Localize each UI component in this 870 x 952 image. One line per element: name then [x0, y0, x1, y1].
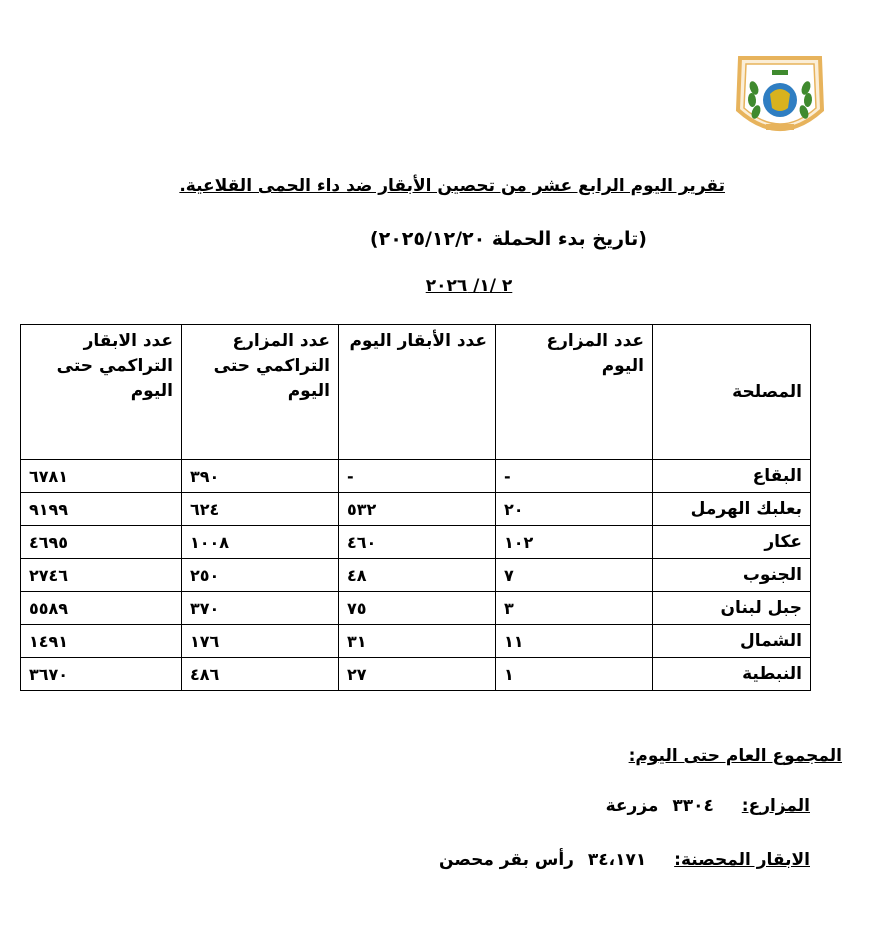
- ministry-emblem-icon: [730, 50, 830, 148]
- department-header: المصلحة: [653, 325, 811, 460]
- cattle-today-cell: ٤٦٠: [339, 526, 496, 559]
- table-row: [21, 559, 811, 592]
- table-row: [21, 625, 811, 658]
- report-title: تقرير اليوم الرابع عشر من تحصين الأبقار ضد داء الحمى القلاعية.: [179, 176, 725, 196]
- farms-cumulative-cell: ٦٢٤: [182, 493, 339, 526]
- total-cattle-label: الابقار المحصنة:: [674, 850, 810, 870]
- department-cell: النبطية: [653, 658, 811, 691]
- cattle-cumulative-header: عدد الابقار التراكمي حتى اليوم: [21, 325, 182, 460]
- table-header-row: [21, 325, 811, 460]
- farms-today-cell: ١١: [496, 625, 653, 658]
- cattle-today-cell: ٢٧: [339, 658, 496, 691]
- cattle-today-cell: ٣١: [339, 625, 496, 658]
- department-cell: البقاع: [653, 460, 811, 493]
- farms-cumulative-cell: ٤٨٦: [182, 658, 339, 691]
- farms-cumulative-cell: ١٧٦: [182, 625, 339, 658]
- farms-cumulative-cell: ١٠٠٨: [182, 526, 339, 559]
- total-cattle-line: [439, 850, 810, 870]
- cattle-cumulative-cell: ٢٧٤٦: [21, 559, 182, 592]
- farms-cumulative-cell: ٣٧٠: [182, 592, 339, 625]
- farms-today-cell: ٢٠: [496, 493, 653, 526]
- total-cattle-value: ٣٤،١٧١: [587, 850, 647, 870]
- cattle-cumulative-cell: ٩١٩٩: [21, 493, 182, 526]
- department-cell: بعلبك الهرمل: [653, 493, 811, 526]
- cattle-today-cell: ٧٥: [339, 592, 496, 625]
- report-date: ٢ /١/ ٢٠٢٦: [425, 276, 513, 296]
- farms-cumulative-cell: ٣٩٠: [182, 460, 339, 493]
- cattle-today-header: عدد الأبقار اليوم: [339, 325, 496, 460]
- farms-today-cell: ٧: [496, 559, 653, 592]
- vaccination-table: [20, 324, 811, 691]
- table-row: [21, 493, 811, 526]
- campaign-start-date: (تاريخ بدء الحملة ٢٠٢٥/١٢/٢٠): [369, 228, 647, 250]
- cattle-cumulative-cell: ٣٦٧٠: [21, 658, 182, 691]
- farms-today-cell: -: [496, 460, 653, 493]
- cattle-cumulative-cell: ١٤٩١: [21, 625, 182, 658]
- department-cell: عكار: [653, 526, 811, 559]
- department-cell: الشمال: [653, 625, 811, 658]
- cattle-today-cell: -: [339, 460, 496, 493]
- table-row: [21, 460, 811, 493]
- total-cattle-unit: رأس بقر محصن: [439, 850, 574, 870]
- total-farms-unit: مزرعة: [605, 796, 659, 816]
- department-cell: الجنوب: [653, 559, 811, 592]
- total-farms-line: [606, 796, 810, 816]
- grand-total-heading: المجموع العام حتى اليوم:: [628, 746, 842, 766]
- cattle-cumulative-cell: ٥٥٨٩: [21, 592, 182, 625]
- cattle-today-cell: ٤٨: [339, 559, 496, 592]
- farms-cumulative-header: عدد المزارع التراكمي حتى اليوم: [182, 325, 339, 460]
- department-cell: جبل لبنان: [653, 592, 811, 625]
- farms-cumulative-cell: ٢٥٠: [182, 559, 339, 592]
- total-farms-label: المزارع:: [741, 796, 810, 816]
- cattle-today-cell: ٥٣٢: [339, 493, 496, 526]
- table-row: [21, 592, 811, 625]
- farms-today-cell: ١: [496, 658, 653, 691]
- cattle-cumulative-cell: ٤٦٩٥: [21, 526, 182, 559]
- cattle-cumulative-cell: ٦٧٨١: [21, 460, 182, 493]
- table-row: [21, 526, 811, 559]
- table-row: [21, 658, 811, 691]
- farms-today-header: عدد المزارع اليوم: [496, 325, 653, 460]
- farms-today-cell: ٣: [496, 592, 653, 625]
- farms-today-cell: ١٠٢: [496, 526, 653, 559]
- total-farms-value: ٣٣٠٤: [672, 796, 714, 816]
